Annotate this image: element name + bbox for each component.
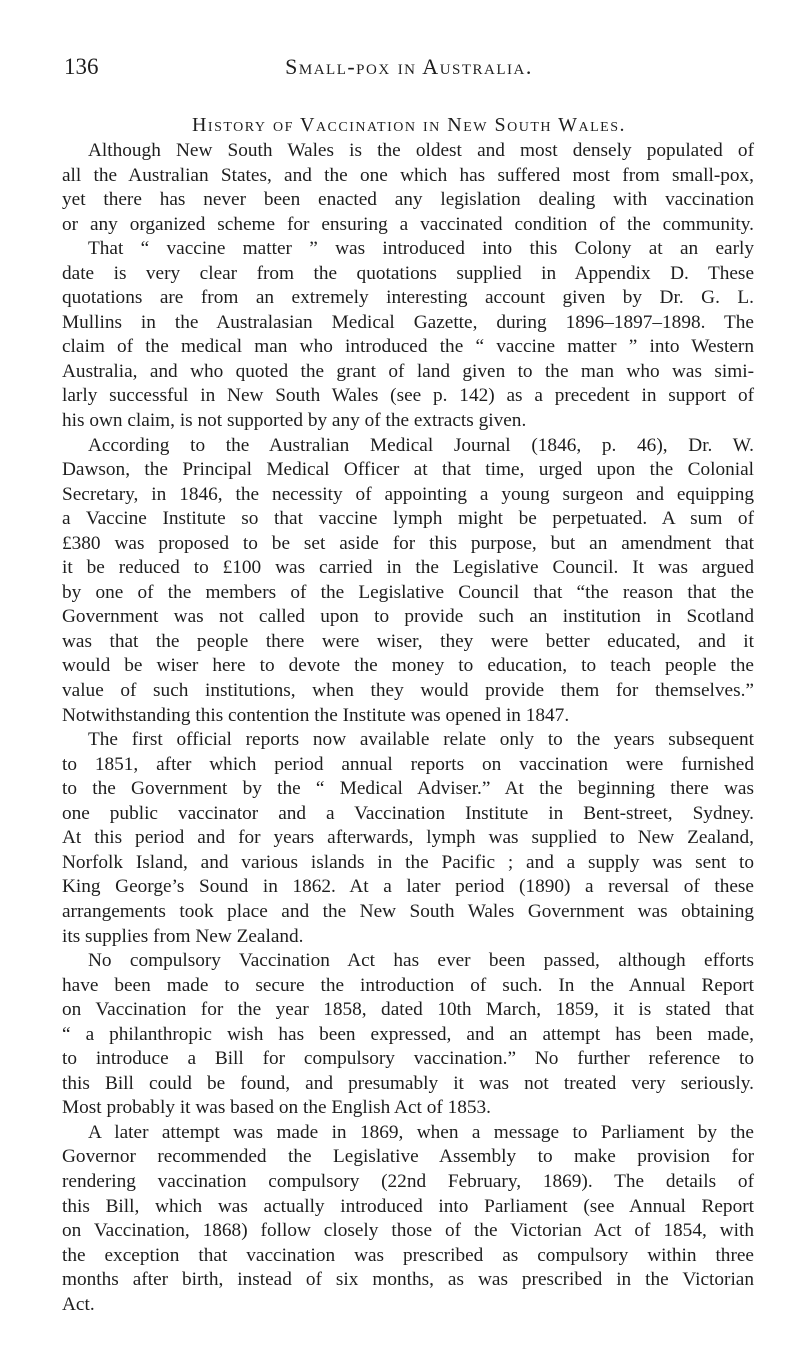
text-line: “ a philanthropic wish has been expressed, and an attempt has been made, [62,1023,754,1045]
running-head [64,52,754,86]
text-line: yet there has never been enacted any legislation dealing with vaccination [62,189,754,211]
text-line: The first official reports now available relate only to the years subsequent [88,729,754,751]
text-line: on Vaccination, 1868) follow closely those of the Victorian Act of 1854, with [62,1220,754,1242]
text-line: value of such institutions, when they would provide them for themselves.” [62,680,754,702]
text-line: Governor recommended the Legislative Assembly to make provision for [62,1146,754,1168]
text-line: his own claim, is not supported by any of the extracts given. [62,410,527,432]
text-line: Secretary, in 1846, the necessity of appointing a young surgeon and equipping [62,483,754,505]
text-line: on Vaccination for the year 1858, dated 10th March, 1859, it is stated that [62,999,754,1021]
text-line: Although New South Wales is the oldest and most densely populated of [88,140,754,161]
text-line: months after birth, instead of six months, as was prescribed in the Victorian [62,1269,754,1291]
text-line: a Vaccine Institute so that vaccine lymph might be perpetuated. A sum of [62,508,754,530]
text-line: its supplies from New Zealand. [62,925,304,947]
text-line: At this period and for years afterwards, lymph was supplied to New Zealand, [62,827,754,849]
text-line: all the Australian States, and the one which has suffered most from small-pox, [62,164,754,186]
text-line: to introduce a Bill for compulsory vaccination.” No further reference to [62,1048,754,1070]
text-line: £380 was proposed to be set aside for this purpose, but an amendment that [62,532,754,554]
paragraph [62,139,754,434]
text-line: Act. [62,1293,95,1315]
paragraph [62,949,754,1121]
text-line: Norfolk Island, and various islands in the Pacific ; and a supply was sent to [62,851,754,873]
text-line: this Bill could be found, and presumably it was not treated very seriously. [62,1072,754,1094]
running-title: Small-pox in Australia. [285,54,533,79]
text-line: by one of the members of the Legislative Council that “the reason that the [62,581,754,603]
text-line: That “ vaccine matter ” was introduced into this Colony at an early [88,238,754,260]
section-heading: History of Vaccination in New South Wales. [191,114,626,136]
text-line: have been made to secure the introduction of such. In the Annual Report [62,974,754,996]
text-line: this Bill, which was actually introduced into Parliament (see Annual Report [62,1195,754,1217]
paragraph [62,1121,754,1317]
text-line: it be reduced to £100 was carried in the Legislative Council. It was argued [62,557,754,579]
page-number: 136 [64,54,99,79]
text-line: or any organized scheme for ensuring a vaccinated condition of the community. [62,213,754,235]
text-line: According to the Australian Medical Journal (1846, p. 46), Dr. W. [88,434,754,456]
text-line: quotations are from an extremely interesting account given by Dr. G. L. [62,287,754,309]
text-line: rendering vaccination compulsory (22nd February, 1869). The details of [62,1170,754,1192]
text-line: Government was not called upon to provide such an institution in Scotland [62,606,754,628]
text-line: No compulsory Vaccination Act has ever been passed, although efforts [88,950,754,972]
paragraph [62,434,754,729]
text-line: A later attempt was made in 1869, when a message to Parliament by the [88,1121,754,1143]
text-line: Most probably it was based on the English Act of 1853. [62,1097,491,1119]
text-line: Dawson, the Principal Medical Officer at that time, urged upon the Colonial [62,459,754,481]
body-text [62,139,754,1317]
text-line: would be wiser here to devote the money to education, to teach people the [62,655,754,677]
text-line: one public vaccinator and a Vaccination Institute in Bent-street, Sydney. [62,802,754,824]
text-line: to the Government by the “ Medical Adviser.” At the beginning there was [62,778,754,800]
text-line: Mullins in the Australasian Medical Gazette, during 1896–1897–1898. The [62,311,754,333]
text-line: the exception that vaccination was prescribed as compulsory within three [62,1244,754,1266]
text-line: date is very clear from the quotations supplied in Appendix D. These [62,262,754,284]
text-line: King George’s Sound in 1862. At a later period (1890) a reversal of these [62,876,754,898]
text-line: to 1851, after which period annual reports on vaccination were furnished [62,753,754,775]
text-line: Notwithstanding this contention the Institute was opened in 1847. [62,704,570,726]
text-line: was that the people there were wiser, they were better educated, and it [62,630,754,652]
text-line: Australia, and who quoted the grant of land given to the man who was simi- [62,360,754,382]
text-line: arrangements took place and the New South Wales Government was obtaining [62,900,754,922]
text-line: larly successful in New South Wales (see p. 142) as a precedent in support of [62,385,754,407]
paragraph [62,728,754,949]
text-line: claim of the medical man who introduced the “ vaccine matter ” into Western [62,336,754,358]
